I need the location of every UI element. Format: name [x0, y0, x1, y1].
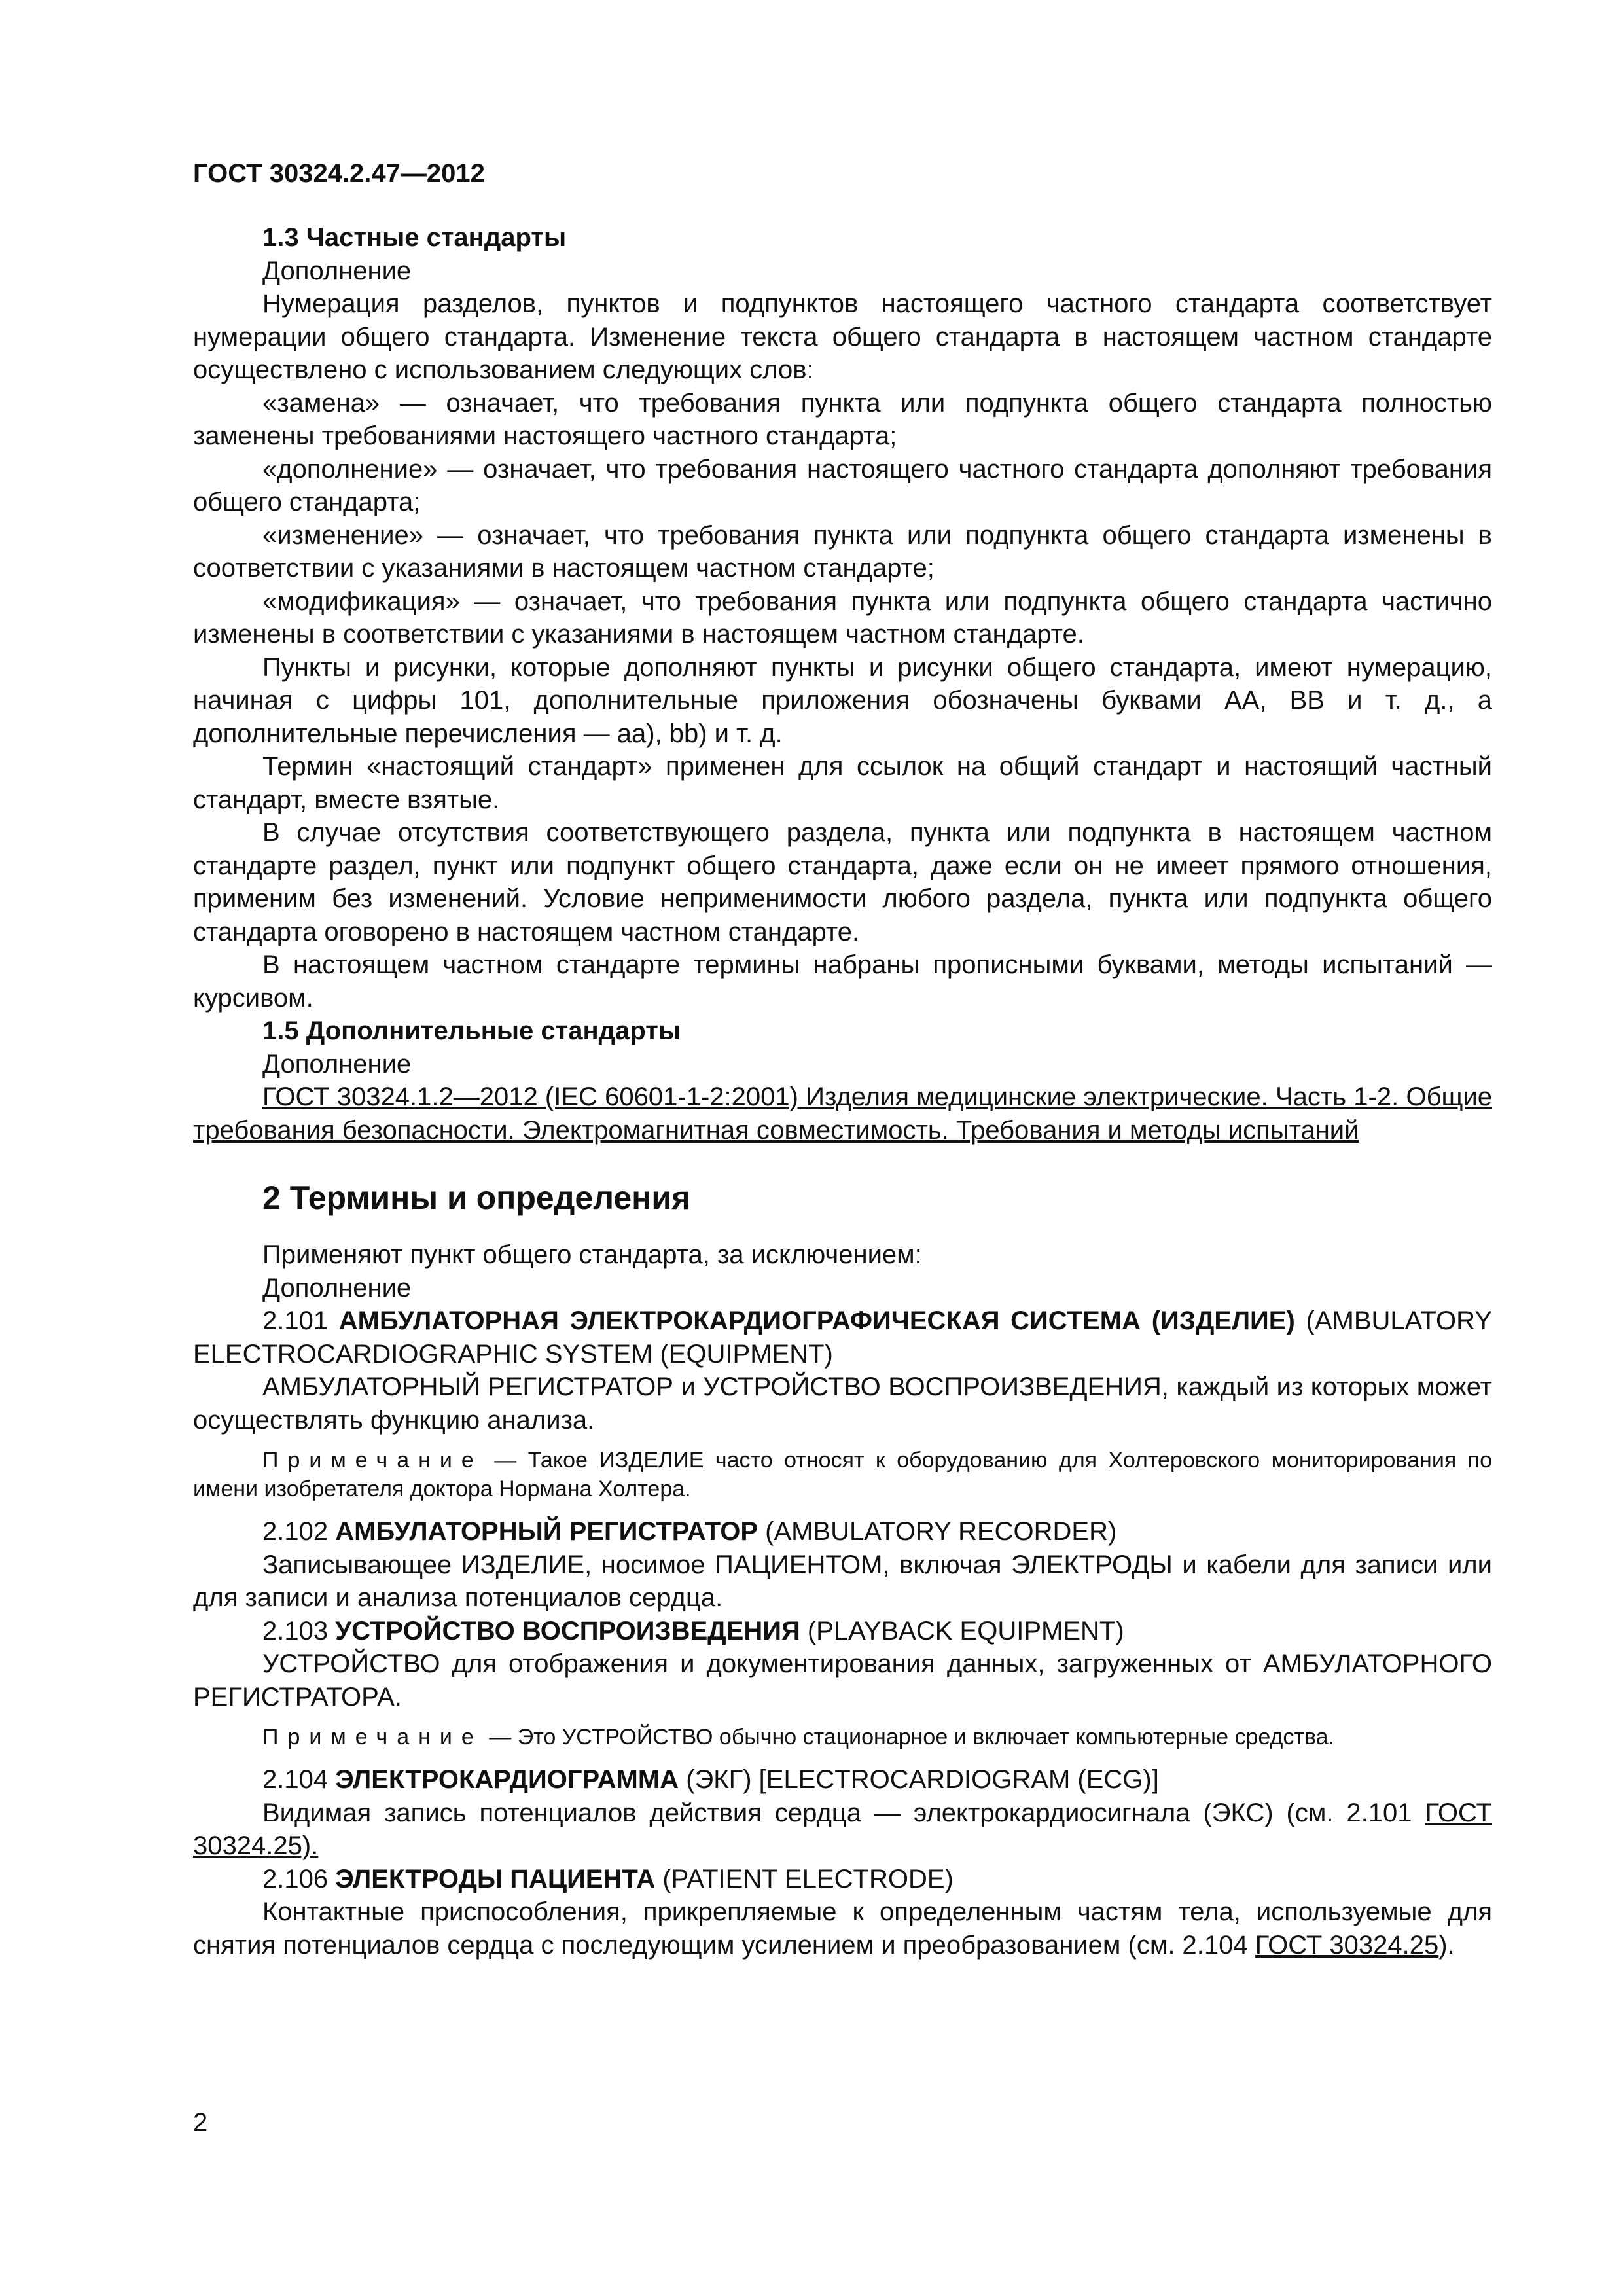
paragraph: «дополнение» — означает, что требования настоящего частного стандарта дополняют требования общего стандарта;	[193, 454, 1492, 516]
paragraph: Термин «настоящий стандарт» применен для ссылок на общий стандарт и настоящий частный стандарт, вместе взятые.	[193, 752, 1492, 814]
paragraph: «изменение» — означает, что требования пункта или подпункта общего стандарта изменены в соответствии с указаниями в настоящем частном стандарте;	[193, 520, 1492, 583]
note: Примечание — Такое ИЗДЕЛИЕ часто относят к оборудованию для Холтеровского мониторирования по имени изобретателя доктора Нормана Холтера.	[193, 1448, 1492, 1501]
paragraph: Применяют пункт общего стандарта, за исключением:	[262, 1240, 922, 1269]
page-number: 2	[193, 2108, 208, 2137]
paragraph: Нумерация разделов, пунктов и подпунктов настоящего частного стандарта соответствует нумерации общего стандарта. Изменение текста общего стандарта в настоящем частном стандарте осуществлено с использованием следующих слов:	[193, 289, 1492, 384]
section-2-title: 2 Термины и определения	[262, 1179, 691, 1216]
term-2-103: 2.103 УСТРОЙСТВО ВОСПРОИЗВЕДЕНИЯ (PLAYBACK EQUIPMENT)	[262, 1616, 1124, 1645]
addition-label: Дополнение	[262, 1273, 412, 1302]
term-definition: АМБУЛАТОРНЫЙ РЕГИСТРАТОР и УСТРОЙСТВО ВОСПРОИЗВЕДЕНИЯ, каждый из которых может осуществлять функцию анализа.	[193, 1372, 1492, 1435]
standard-reference-link[interactable]: ГОСТ 30324.25).	[193, 1798, 1492, 1860]
document-page	[193, 157, 1492, 1962]
standard-reference-link[interactable]: ГОСТ 30324.25	[1255, 1930, 1439, 1960]
standard-reference-link[interactable]: ГОСТ 30324.1.2—2012 (IEC 60601-1-2:2001) Изделия медицинские электрические. Часть 1-2. Общие требования безопасности. Электромагнитная совместимость. Требования и методы испытаний	[193, 1083, 1492, 1145]
term-definition: Записывающее ИЗДЕЛИЕ, носимое ПАЦИЕНТОМ, включая ЭЛЕКТРОДЫ и кабели для записи или для записи и анализа потенциалов сердца.	[193, 1550, 1492, 1612]
section-1-5-title: 1.5 Дополнительные стандарты	[262, 1016, 681, 1045]
addition-label: Дополнение	[262, 1049, 412, 1079]
document-header: ГОСТ 30324.2.47—2012	[193, 159, 485, 188]
reference-paragraph	[193, 1081, 1492, 1147]
term-2-101: 2.101 АМБУЛАТОРНАЯ ЭЛЕКТРОКАРДИОГРАФИЧЕСКАЯ СИСТЕМА (ИЗДЕЛИЕ) (AMBULATORY ELECTROCARDIOGRAPHIC SYSTEM (EQUIPMENT)	[193, 1306, 1493, 1369]
term-2-104: 2.104 ЭЛЕКТРОКАРДИОГРАММА (ЭКГ) [ELECTROCARDIOGRAM (ECG)]	[262, 1765, 1159, 1794]
note-label: Примечание	[262, 1448, 483, 1473]
paragraph: В настоящем частном стандарте термины набраны прописными буквами, методы испытаний — курсивом.	[193, 950, 1492, 1013]
paragraph: «замена» — означает, что требования пункта или подпункта общего стандарта полностью заменены требованиями настоящего частного стандарта;	[193, 388, 1492, 450]
paragraph: «модификация» — означает, что требования пункта или подпункта общего стандарта частично изменены в соответствии с указаниями в настоящем частном стандарте.	[193, 586, 1492, 649]
term-definition: Контактные приспособления, прикрепляемые к определенным частям тела, используемые для снятия потенциалов сердца с последующим усилением и преобразованием (см. 2.104 ГОСТ 30324.25).	[193, 1897, 1492, 1960]
paragraph: Пункты и рисунки, которые дополняют пункты и рисунки общего стандарта, имеют нумерацию, начиная с цифры 101, дополнительные приложения обозначены буквами АА, ВВ и т. д., а дополнительные перечисления — аа), bb) и т. д.	[193, 653, 1492, 748]
term-2-102: 2.102 АМБУЛАТОРНЫЙ РЕГИСТРАТОР (AMBULATORY RECORDER)	[262, 1517, 1117, 1546]
paragraph: В случае отсутствия соответствующего раздела, пункта или подпункта в настоящем частном стандарте раздел, пункт или подпункт общего стандарта, даже если он не имеет прямого отношения, применим без изменений. Условие неприменимости любого раздела, пункта или подпункта общего стандарта оговорено в настоящем частном стандарте.	[193, 818, 1492, 946]
addition-label: Дополнение	[262, 256, 412, 285]
note: Примечание — Это УСТРОЙСТВО обычно стационарное и включает компьютерные средства.	[262, 1725, 1334, 1749]
term-definition: УСТРОЙСТВО для отображения и документирования данных, загруженных от АМБУЛАТОРНОГО РЕГИСТРАТОРА.	[193, 1649, 1492, 1712]
section-1-3-title: 1.3 Частные стандарты	[262, 223, 567, 252]
term-2-106: 2.106 ЭЛЕКТРОДЫ ПАЦИЕНТА (PATIENT ELECTRODE)	[262, 1864, 954, 1893]
note-label: Примечание	[262, 1725, 483, 1749]
term-definition: Видимая запись потенциалов действия сердца — электрокардиосигнала (ЭКС) (см. 2.101 ГОСТ 30324.25).	[193, 1798, 1492, 1860]
